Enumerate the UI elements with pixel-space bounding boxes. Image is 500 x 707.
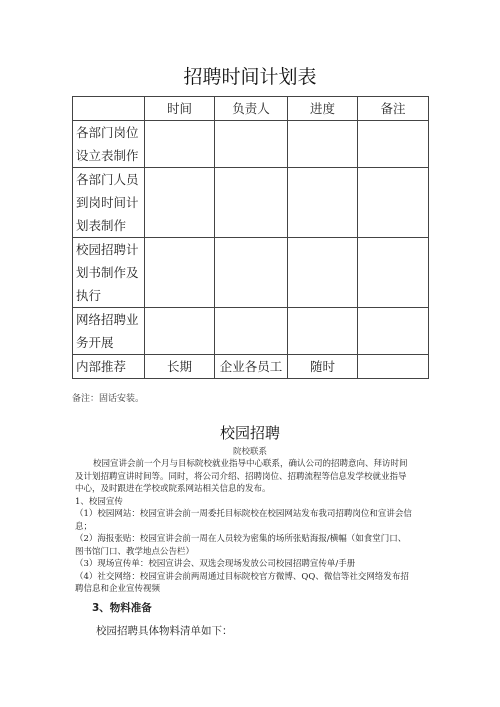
table-row — [73, 355, 429, 379]
table-note: 备注：固话安装。 — [72, 394, 145, 404]
table-header-cell: 负责人 — [215, 97, 288, 121]
table-cell — [145, 238, 215, 308]
row-label-line: 到岗时间计 — [76, 195, 139, 210]
table-cell — [288, 308, 358, 355]
table-cell — [145, 308, 215, 355]
table-cell — [358, 238, 429, 308]
row-label-line: 校园招聘计 — [76, 242, 139, 257]
materials-heading: 3、物料准备 — [92, 602, 152, 614]
row-label-line: 各部门人员 — [76, 172, 139, 187]
table-header-cell: 备注 — [358, 97, 429, 121]
table-cell — [215, 308, 288, 355]
table-cell — [288, 168, 358, 238]
table-header-row — [73, 97, 429, 121]
row-label-line: 内部推荐 — [76, 359, 127, 374]
row-label — [73, 355, 145, 379]
list-item: （3）现场宣传单：校园宣讲会、双选会现场发放公司校园招聘宣传单/手册 — [75, 559, 356, 569]
table-cell: 长期 — [145, 355, 215, 379]
table-row — [73, 168, 429, 238]
table-row — [73, 308, 429, 355]
table-cell — [358, 168, 429, 238]
table-header-cell: 时间 — [145, 97, 215, 121]
row-label-line: 执行 — [76, 288, 102, 303]
table-header-cell — [73, 97, 145, 121]
row-label-line: 各部门岗位 — [76, 125, 139, 140]
list-item: （1）校园网站：校园宣讲会前一周委托目标院校在校园网站发布我司招聘岗位和宣讲会信 — [75, 509, 412, 519]
table-header-cell: 进度 — [288, 97, 358, 121]
materials-intro: 校园招聘具体物料清单如下： — [96, 625, 233, 637]
list-item: 图书馆门口、教学地点公告栏） — [75, 546, 195, 557]
paragraph-block — [75, 458, 435, 596]
table-cell — [215, 238, 288, 308]
table-cell — [358, 355, 429, 379]
table-cell — [145, 168, 215, 238]
list-heading: 1、校园宣传 — [75, 496, 123, 507]
row-label — [73, 168, 145, 238]
row-label-line: 网络招聘业 — [76, 312, 139, 327]
subheading: 院校联系 — [232, 447, 267, 457]
list-item: 息； — [75, 521, 93, 532]
table-cell — [288, 238, 358, 308]
paragraph-line: 及计划招聘宣讲时间等。同时，将公司介绍、招聘岗位、招聘流程等信息发学校就业指导 — [75, 471, 407, 482]
list-item: 聘信息和企业宣传视频 — [75, 584, 161, 594]
table-cell: 企业各员工 — [215, 355, 288, 379]
paragraph-line: 校园宣讲会前一个月与目标院校就业指导中心联系，确认公司的招聘意向、拜访时间 — [93, 459, 408, 469]
row-label-line: 设立表制作 — [76, 148, 139, 163]
table-cell — [358, 121, 429, 168]
page-title: 招聘时间计划表 — [183, 66, 317, 88]
section-title: 校园招聘 — [219, 424, 280, 442]
paragraph-line: 中心，及时跟进在学校或院系网站相关信息的发布。 — [75, 484, 271, 494]
table-cell — [215, 168, 288, 238]
list-item: （4）社交网络：校园宣讲会前两周通过目标院校官方微博、QQ、微信等社交网络发布招 — [75, 571, 409, 582]
table-cell: 随时 — [288, 355, 358, 379]
table-cell — [145, 121, 215, 168]
table-row — [73, 121, 429, 168]
row-label — [73, 308, 145, 355]
table-cell — [288, 121, 358, 168]
table-cell — [358, 308, 429, 355]
row-label — [73, 121, 145, 168]
row-label-line: 划表制作 — [76, 218, 127, 233]
table-row — [73, 238, 429, 308]
row-label — [73, 238, 145, 308]
row-label-line: 划书制作及 — [76, 265, 139, 280]
list-item: （2）海报张贴：校园宣讲会前一周在人员较为密集的场所张贴海报/横幅（如食堂门口、 — [75, 534, 407, 544]
row-label-line: 务开展 — [76, 335, 114, 350]
schedule-table — [72, 96, 429, 379]
table-cell — [215, 121, 288, 168]
